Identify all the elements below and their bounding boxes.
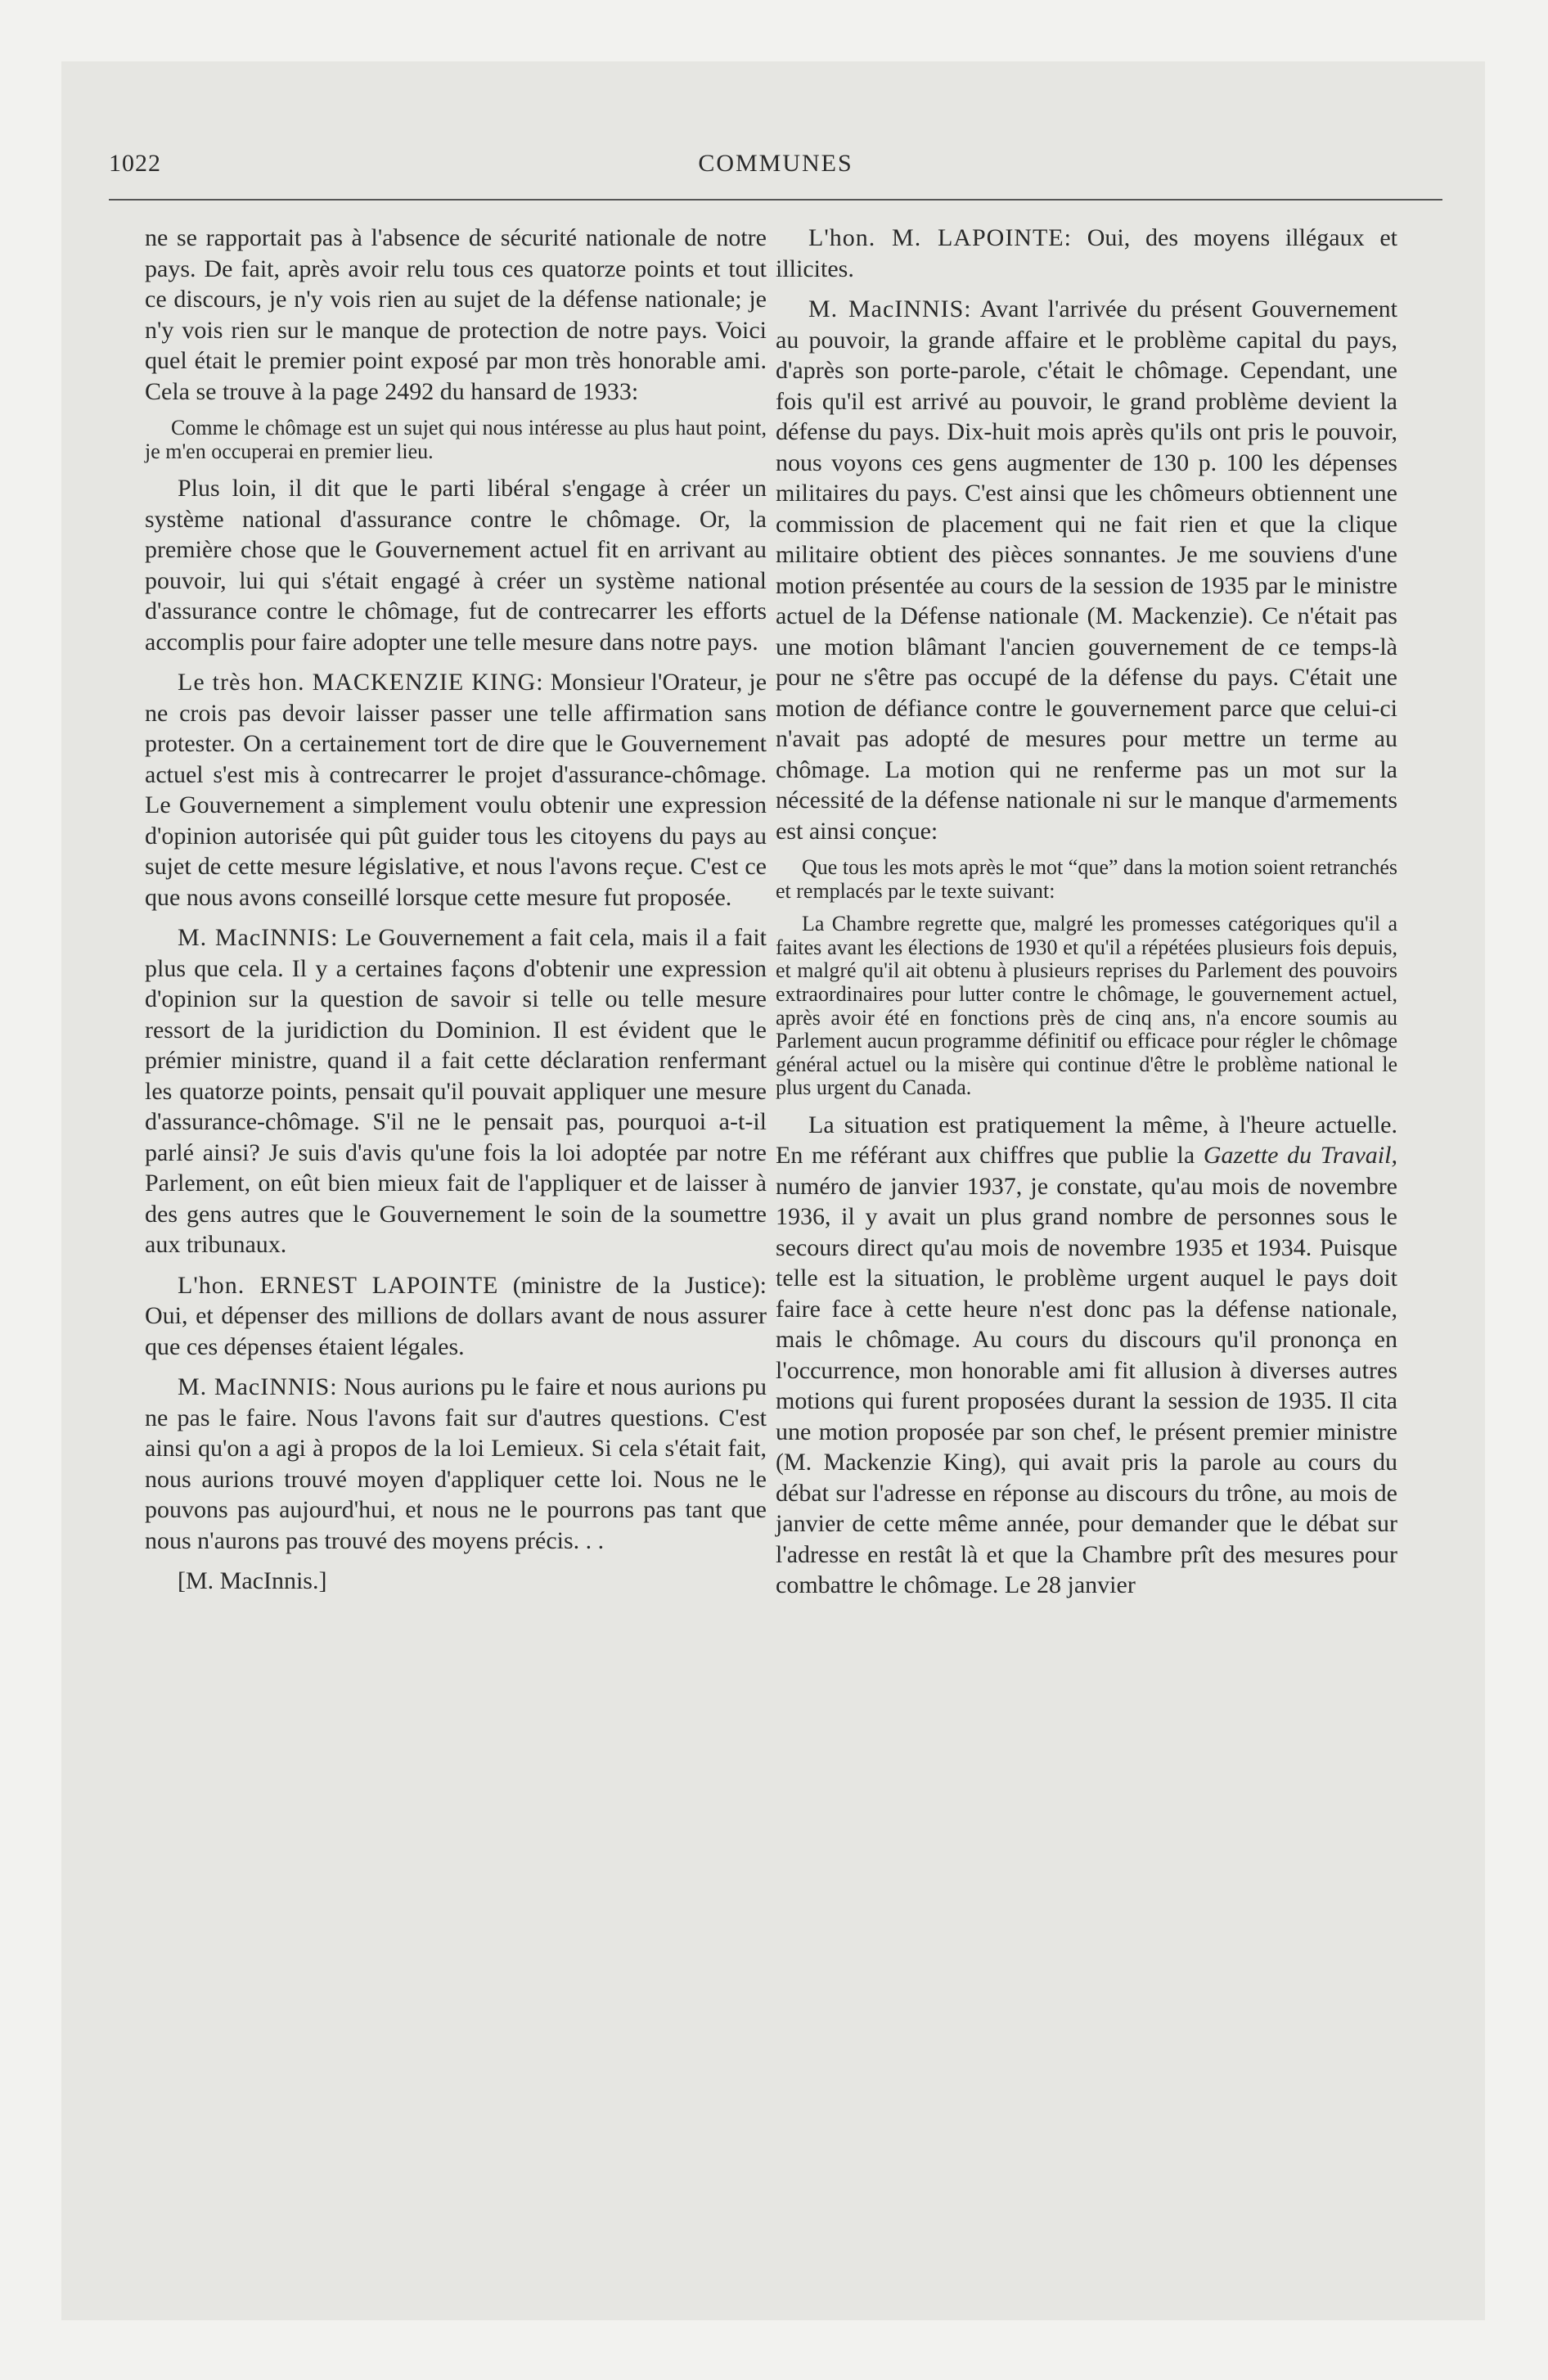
paragraph — [145, 922, 767, 1260]
left-column — [145, 223, 767, 1607]
speech-text: Oui, des moyens illégaux et illicites. — [776, 224, 1397, 282]
paragraph — [776, 1110, 1397, 1601]
paragraph — [776, 294, 1397, 846]
speaker-name: Le très hon. MACKENZIE KING: — [178, 669, 544, 696]
quotation: Comme le chômage est un sujet qui nous intéresse au plus haut point, je m'en occuperai en premier lieu. — [145, 416, 767, 463]
speech-text: (ministre de la Justice): Oui, et dépenser des millions de dollars avant de nous assurer que ces dépenses étaient légales. — [145, 1271, 767, 1360]
speaker-name: M. MacINNIS: — [808, 295, 972, 322]
speaker-name: L'hon. M. LAPOINTE: — [808, 224, 1072, 251]
page-header — [109, 150, 1442, 199]
paragraph — [776, 223, 1397, 284]
quotation: La Chambre regrette que, malgré les promesses catégoriques qu'il a faites avant les élections de 1930 et qu'il a répétées plusieurs fois depuis, et malgré qu'il ait obtenu à plusieurs reprises du Parlement des pouvoirs extraordinaires pour lutter contre le chômage, le gouvernement actuel, après avoir été en fonctions près de cinq ans, n'a encore soumis au Parlement aucun programme définitif ou efficace pour régler le chômage général actuel ou la misère qui continue d'être le problème national le plus urgent du Canada. — [776, 912, 1397, 1100]
speaker-signature: [M. MacInnis.] — [178, 1567, 327, 1595]
speech-text: Avant l'arrivée du présent Gouvernement au pouvoir, la grande affaire et le problème capital du pays, d'après son porte-parole, c'était le chômage. Cependant, une fois qu'il est arrivé au pouvoir, le grand problème devient la défense du pays. Dix-huit mois après qu'ils ont pris le pouvoir, nous voyons ces gens augmenter de 130 p. 100 les dépenses militaires du pays. C'est ainsi que les chômeurs obtiennent une commission de placement qui ne fait rien et que la clique militaire obtient des pièces sonnantes. Je me souviens d'une motion présentée au cours de la session de 1935 par le ministre actuel de la Défense nationale (M. Mackenzie). Ce n'était pas une motion blâmant l'ancien gouvernement de ce temps-là pour ne s'être pas occupé de la défense du pays. C'était une motion de défiance contre le gouvernement parce que celui-ci n'avait pas adopté de mesures pour mettre un terme au chômage. La motion qui ne renferme pas un mot sur la nécessité de la défense nationale ni sur le manque d'armements est ainsi conçue: — [776, 295, 1397, 845]
speech-text: Monsieur l'Orateur, je ne crois pas devoir laisser passer une telle affirmation sans protester. On a certainement tort de dire que le Gouvernement actuel s'est mis à contrecarrer le projet d'assurance-chômage. Le Gouvernement a simplement voulu obtenir une expression d'opinion autorisée qui pût guider tous les citoyens du pays au sujet de cette mesure législative, et nous l'avons reçue. C'est ce que nous avons conseillé lorsque cette mesure fut proposée. — [145, 669, 767, 911]
running-title: COMMUNES — [698, 150, 853, 177]
paragraph: ne se rapportait pas à l'absence de sécurité nationale de notre pays. De fait, après avoir relu tous ces quatorze points et tout ce discours, je n'y vois rien au sujet de la défense nationale; je n'y vois rien sur le manque de protection de notre pays. Voici quel était le premier point exposé par mon très honorable ami. Cela se trouve à la page 2492 du hansard de 1933: — [145, 224, 767, 405]
speech-text: La situation est pratiquement la même, à l'heure actuelle. En me référant aux chiffres que publie la — [776, 1111, 1397, 1170]
paragraph — [145, 1372, 767, 1556]
speaker-name: L'hon. ERNEST LAPOINTE — [178, 1271, 499, 1299]
quotation: Que tous les mots après le mot “que” dans la motion soient retranchés et remplacés par le texte suivant: — [776, 855, 1397, 903]
speaker-name: M. MacINNIS: — [178, 1373, 338, 1401]
speech-text: numéro de janvier 1937, je constate, qu'au mois de novembre 1936, il y avait un plus grand nombre de personnes sous le secours direct qu'au mois de novembre 1935 et 1934. Puisque telle est la situation, le problème urgent auquel le pays doit faire face à cette heure n'est donc pas la défense nationale, mais le chômage. Au cours du discours qu'il prononça en l'occurrence, mon honorable ami fit allusion à diverses autres motions qui furent proposées durant la session de 1935. Il cita une motion proposée par son chef, le présent premier ministre (M. Mackenzie King), qui avait pris la parole au cours du débat sur l'adresse en réponse au discours du trône, au mois de janvier de cette même année, pour demander que le débat sur l'adresse en restât là et que la Chambre prît des mesures pour combattre le chômage. Le 28 janvier — [776, 1172, 1397, 1599]
right-column — [776, 223, 1397, 1611]
paragraph: Plus loin, il dit que le parti libéral s'engage à créer un système national d'assurance contre le chômage. Or, la première chose que le Gouvernement actuel fit en arrivant au pouvoir, lui qui s'était engagé à créer un système national d'assurance contre le chômage, fut de contrecarrer les efforts accomplis pour faire adopter une telle mesure dans notre pays. — [145, 475, 767, 656]
paragraph — [145, 667, 767, 913]
speaker-name: M. MacINNIS: — [178, 924, 339, 952]
publication-title: Gazette du Travail, — [1203, 1142, 1397, 1170]
header-rule — [109, 199, 1442, 201]
paragraph — [145, 1270, 767, 1363]
speech-text: Le Gouvernement a fait cela, mais il a fait plus que cela. Il y a certaines façons d'obtenir une expression d'opinion sur la question de savoir si telle ou telle mesure ressort de la juridiction du Dominion. Il est évident que le prémier ministre, quand il a fait cette déclaration renfermant les quatorze points, pensait qu'il pouvait appliquer une mesure d'assurance-chômage. S'il ne le pensait pas, pourquoi a-t-il parlé ainsi? Je suis d'avis qu'une fois la loi adoptée par notre Parlement, on eût bien mieux fait de l'appliquer et de laisser à des gens autres que le Gouvernement le soin de la soumettre aux tribunaux. — [145, 924, 767, 1259]
page-number: 1022 — [109, 150, 161, 177]
speech-text: Nous aurions pu le faire et nous aurions pu ne pas le faire. Nous l'avons fait sur d'autres questions. C'est ainsi qu'on a agi à propos de la loi Lemieux. Si cela s'était fait, nous aurions trouvé moyen d'appliquer cette loi. Nous ne le pouvons pas aujourd'hui, et nous ne le pourrons pas tant que nous n'aurons pas trouvé des moyens précis. . . — [145, 1373, 767, 1554]
